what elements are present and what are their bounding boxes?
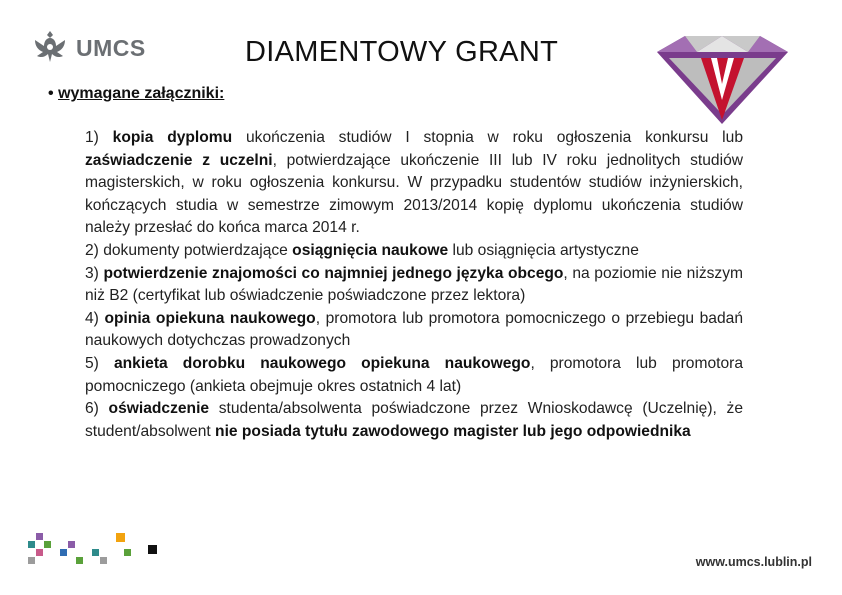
umcs-eagle-emblem-icon bbox=[30, 28, 70, 68]
umcs-logo-text: UMCS bbox=[76, 34, 146, 61]
item-text: ukończenia studiów I stopnia w roku ogłoszenia konkursu lub bbox=[232, 129, 743, 146]
item-text-bold: osiągnięcia naukowe bbox=[292, 241, 449, 259]
page-title: DIAMENTOWY GRANT bbox=[245, 36, 559, 68]
item-number: 6) bbox=[85, 400, 109, 418]
bullet: • bbox=[48, 85, 54, 102]
item-text-bold: zaświadczenie z uczelni bbox=[85, 151, 273, 169]
umcs-logo bbox=[30, 28, 146, 68]
colored-pixel-squares-icon bbox=[26, 530, 166, 570]
attachment-item bbox=[85, 308, 743, 353]
item-text: , promotora lub promotora pomocniczego (ankieta obejmuje okres ostatnich 4 lat) bbox=[85, 354, 744, 395]
attachment-item bbox=[85, 398, 743, 443]
item-text: dokumenty potwierdzające bbox=[103, 241, 293, 259]
item-text: lub osiągnięcia artystyczne bbox=[448, 241, 639, 259]
item-number: 2) bbox=[85, 241, 104, 259]
item-number: 5) bbox=[85, 354, 114, 372]
item-text-bold: kopia dyplomu bbox=[112, 129, 233, 146]
item-text-bold: oświadczenie bbox=[108, 400, 210, 418]
item-text-bold: opinia opiekuna naukowego bbox=[104, 309, 316, 327]
item-number: 3) bbox=[85, 264, 104, 282]
heading-text: wymagane załączniki: bbox=[58, 85, 225, 102]
attachment-item bbox=[85, 240, 743, 263]
item-text: , promotora lub promotora pomocniczego o przebiegu badań naukowych dotychczas prowadzonych bbox=[85, 309, 743, 350]
diamond-grant-logo-icon bbox=[655, 34, 790, 126]
website-url: www.umcs.lublin.pl bbox=[695, 555, 812, 569]
item-number: 4) bbox=[85, 309, 105, 327]
attachment-item bbox=[85, 127, 743, 240]
item-text: , potwierdzające ukończenie III lub IV roku jednolitych studiów magisterskich, w roku ogłoszenia konkursu. W przypadku studentów studiów inżynierskich, kończących studia w semestrze zimowym 2013/2014 kopię dyplomu ukończenia studiów należy przesłać do końca marca 2014 r. bbox=[85, 151, 744, 237]
attachment-item bbox=[85, 353, 743, 398]
attachments-heading bbox=[48, 85, 224, 103]
item-text-bold: ankieta dorobku naukowego opiekuna naukowego bbox=[113, 354, 531, 372]
attachment-item bbox=[85, 263, 743, 308]
attachments-list bbox=[85, 127, 743, 443]
item-number: 1) bbox=[85, 129, 113, 146]
item-text: , na poziomie nie niższym niż B2 (certyfikat lub oświadczenie poświadczone przez lektora) bbox=[85, 264, 743, 305]
item-text-bold: potwierdzenie znajomości co najmniej jednego języka obcego bbox=[103, 264, 564, 282]
item-text: studenta/absolwenta poświadczone przez Wnioskodawcę (Uczelnię), że student/absolwent bbox=[85, 400, 743, 440]
item-text-bold: nie posiada tytułu zawodowego magister lub jego odpowiednika bbox=[215, 422, 691, 440]
